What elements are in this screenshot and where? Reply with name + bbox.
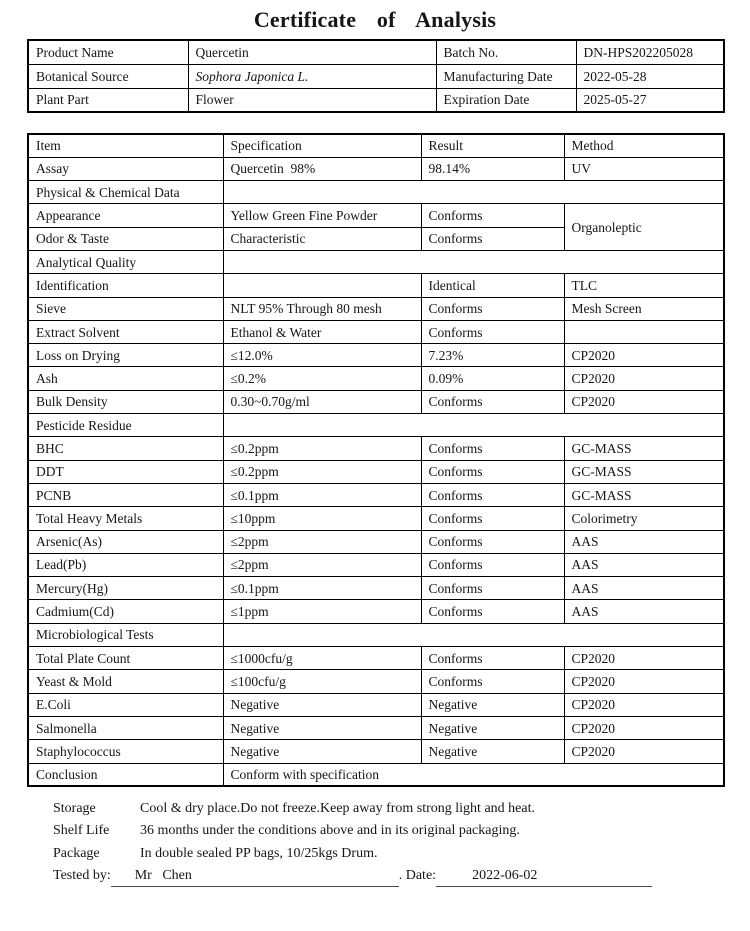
col-header-result: Result	[421, 134, 564, 157]
table-row	[28, 297, 724, 320]
spec-cell: ≤1ppm	[223, 600, 421, 623]
conclusion-row	[28, 763, 724, 786]
result-cell: 98.14%	[421, 157, 564, 180]
method-cell: TLC	[564, 274, 724, 297]
spec-cell: Characteristic	[223, 227, 421, 250]
spec-cell: NLT 95% Through 80 mesh	[223, 297, 421, 320]
info-value-cell: Sophora Japonica L.	[188, 64, 436, 88]
table-row	[28, 320, 724, 343]
result-cell: 0.09%	[421, 367, 564, 390]
table-row	[28, 716, 724, 739]
method-cell: Colorimetry	[564, 507, 724, 530]
spec-cell: ≤0.2ppm	[223, 460, 421, 483]
table-row	[28, 600, 724, 623]
result-cell: Identical	[421, 274, 564, 297]
table-row	[28, 740, 724, 763]
info-label-cell: Manufacturing Date	[436, 64, 576, 88]
method-cell: GC-MASS	[564, 437, 724, 460]
spec-cell: Negative	[223, 716, 421, 739]
section-row	[28, 250, 724, 273]
result-cell: Negative	[421, 740, 564, 763]
conclusion-label-cell: Conclusion	[28, 763, 223, 786]
section-title-cell: Microbiological Tests	[28, 623, 223, 646]
storage-line	[27, 797, 723, 820]
spec-cell	[223, 274, 421, 297]
table-row	[28, 344, 724, 367]
result-cell: Conforms	[421, 530, 564, 553]
result-cell: Conforms	[421, 227, 564, 250]
item-cell: Mercury(Hg)	[28, 577, 223, 600]
method-cell: CP2020	[564, 390, 724, 413]
method-cell	[564, 320, 724, 343]
item-cell: Lead(Pb)	[28, 553, 223, 576]
spec-cell: Ethanol & Water	[223, 320, 421, 343]
spec-cell: 0.30~0.70g/ml	[223, 390, 421, 413]
table-row	[28, 693, 724, 716]
section-spacer-cell	[223, 250, 724, 273]
method-cell: GC-MASS	[564, 460, 724, 483]
info-value-cell: Quercetin	[188, 40, 436, 64]
item-cell: Cadmium(Cd)	[28, 600, 223, 623]
spec-cell: ≤10ppm	[223, 507, 421, 530]
col-header-item: Item	[28, 134, 223, 157]
method-cell: AAS	[564, 600, 724, 623]
info-row	[28, 88, 724, 112]
item-cell: DDT	[28, 460, 223, 483]
col-header-method: Method	[564, 134, 724, 157]
col-header-specification: Specification	[223, 134, 421, 157]
spec-cell: ≤12.0%	[223, 344, 421, 367]
info-label-cell: Expiration Date	[436, 88, 576, 112]
method-cell: CP2020	[564, 647, 724, 670]
method-cell: CP2020	[564, 670, 724, 693]
package-line	[27, 842, 723, 865]
shelf-life-label: Shelf Life	[53, 823, 110, 839]
result-cell: 7.23%	[421, 344, 564, 367]
product-info-table	[27, 39, 725, 113]
item-cell: Identification	[28, 274, 223, 297]
table-row	[28, 204, 724, 227]
method-cell: AAS	[564, 553, 724, 576]
result-cell: Conforms	[421, 577, 564, 600]
table-row	[28, 483, 724, 506]
info-label-cell: Batch No.	[436, 40, 576, 64]
result-cell: Conforms	[421, 507, 564, 530]
item-cell: E.Coli	[28, 693, 223, 716]
info-value-cell: 2025-05-27	[576, 88, 724, 112]
item-cell: Extract Solvent	[28, 320, 223, 343]
method-cell: CP2020	[564, 740, 724, 763]
info-value-cell: 2022-05-28	[576, 64, 724, 88]
method-cell: UV	[564, 157, 724, 180]
item-cell: PCNB	[28, 483, 223, 506]
table-row	[28, 390, 724, 413]
result-cell: Negative	[421, 716, 564, 739]
info-label-cell: Botanical Source	[28, 64, 188, 88]
table-row	[28, 274, 724, 297]
method-cell: AAS	[564, 577, 724, 600]
spec-cell: ≤0.1ppm	[223, 483, 421, 506]
spec-table-body	[28, 157, 724, 786]
table-row	[28, 530, 724, 553]
item-cell: Bulk Density	[28, 390, 223, 413]
footer-notes	[27, 797, 723, 887]
section-title-cell: Physical & Chemical Data	[28, 181, 223, 204]
info-label-cell: Product Name	[28, 40, 188, 64]
spec-cell: ≤2ppm	[223, 530, 421, 553]
section-row	[28, 414, 724, 437]
result-cell: Conforms	[421, 320, 564, 343]
item-cell: Total Plate Count	[28, 647, 223, 670]
analysis-table	[27, 133, 725, 787]
info-row	[28, 40, 724, 64]
method-cell: AAS	[564, 530, 724, 553]
info-row	[28, 64, 724, 88]
method-cell: CP2020	[564, 367, 724, 390]
date-underline	[436, 865, 652, 888]
item-cell: Arsenic(As)	[28, 530, 223, 553]
item-cell: Loss on Drying	[28, 344, 223, 367]
result-cell: Conforms	[421, 483, 564, 506]
table-row	[28, 553, 724, 576]
spec-cell: Yellow Green Fine Powder	[223, 204, 421, 227]
section-title-cell: Analytical Quality	[28, 250, 223, 273]
section-row	[28, 623, 724, 646]
spec-cell: Negative	[223, 740, 421, 763]
tested-by-label: Tested by:	[53, 868, 111, 884]
result-cell: Conforms	[421, 390, 564, 413]
result-cell: Conforms	[421, 460, 564, 483]
table-row	[28, 460, 724, 483]
info-value-cell: Flower	[188, 88, 436, 112]
item-cell: Salmonella	[28, 716, 223, 739]
method-cell: Mesh Screen	[564, 297, 724, 320]
table-row	[28, 507, 724, 530]
spec-cell: Negative	[223, 693, 421, 716]
method-cell: CP2020	[564, 716, 724, 739]
table-row	[28, 577, 724, 600]
info-table-body	[28, 40, 724, 112]
spec-cell: ≤1000cfu/g	[223, 647, 421, 670]
item-cell: Staphylococcus	[28, 740, 223, 763]
method-cell: CP2020	[564, 693, 724, 716]
item-cell: Yeast & Mold	[28, 670, 223, 693]
item-cell: Sieve	[28, 297, 223, 320]
date-value: 2022-06-02	[472, 867, 538, 883]
result-cell: Conforms	[421, 297, 564, 320]
item-cell: Appearance	[28, 204, 223, 227]
result-cell: Conforms	[421, 553, 564, 576]
storage-label: Storage	[53, 800, 96, 816]
result-cell: Conforms	[421, 670, 564, 693]
method-cell: GC-MASS	[564, 483, 724, 506]
item-cell: Total Heavy Metals	[28, 507, 223, 530]
item-cell: Odor & Taste	[28, 227, 223, 250]
item-cell: BHC	[28, 437, 223, 460]
date-label: . Date:	[398, 868, 437, 884]
section-spacer-cell	[223, 623, 724, 646]
table-row	[28, 670, 724, 693]
info-value-cell: DN-HPS202205028	[576, 40, 724, 64]
shelf-life-line	[27, 820, 723, 843]
package-value: In double sealed PP bags, 10/25kgs Drum.	[140, 845, 378, 861]
result-cell: Conforms	[421, 204, 564, 227]
section-title-cell: Pesticide Residue	[28, 414, 223, 437]
result-cell: Negative	[421, 693, 564, 716]
section-row	[28, 181, 724, 204]
storage-value: Cool & dry place.Do not freeze.Keep away from strong light and heat.	[140, 800, 535, 816]
conclusion-value-cell: Conform with specification	[223, 763, 724, 786]
analysis-header-row	[28, 134, 724, 157]
spec-cell: ≤0.2ppm	[223, 437, 421, 460]
result-cell: Conforms	[421, 647, 564, 670]
result-cell: Conforms	[421, 437, 564, 460]
method-cell: Organoleptic	[564, 204, 724, 251]
table-row	[28, 157, 724, 180]
shelf-life-value: 36 months under the conditions above and in its original packaging.	[140, 823, 520, 839]
package-label: Package	[53, 845, 100, 861]
tested-by-name: Mr Chen	[134, 867, 192, 883]
tested-by-signature	[111, 865, 399, 888]
spec-cell: ≤0.2%	[223, 367, 421, 390]
page-title: Certificate of Analysis	[253, 7, 497, 32]
item-cell: Assay	[28, 157, 223, 180]
spec-cell: ≤100cfu/g	[223, 670, 421, 693]
table-row	[28, 367, 724, 390]
spec-cell: Quercetin 98%	[223, 157, 421, 180]
table-row	[28, 437, 724, 460]
spec-cell: ≤0.1ppm	[223, 577, 421, 600]
item-cell: Ash	[28, 367, 223, 390]
method-cell: CP2020	[564, 344, 724, 367]
spec-cell: ≤2ppm	[223, 553, 421, 576]
info-label-cell: Plant Part	[28, 88, 188, 112]
section-spacer-cell	[223, 181, 724, 204]
section-spacer-cell	[223, 414, 724, 437]
table-row	[28, 647, 724, 670]
result-cell: Conforms	[421, 600, 564, 623]
signature-line	[27, 865, 723, 888]
